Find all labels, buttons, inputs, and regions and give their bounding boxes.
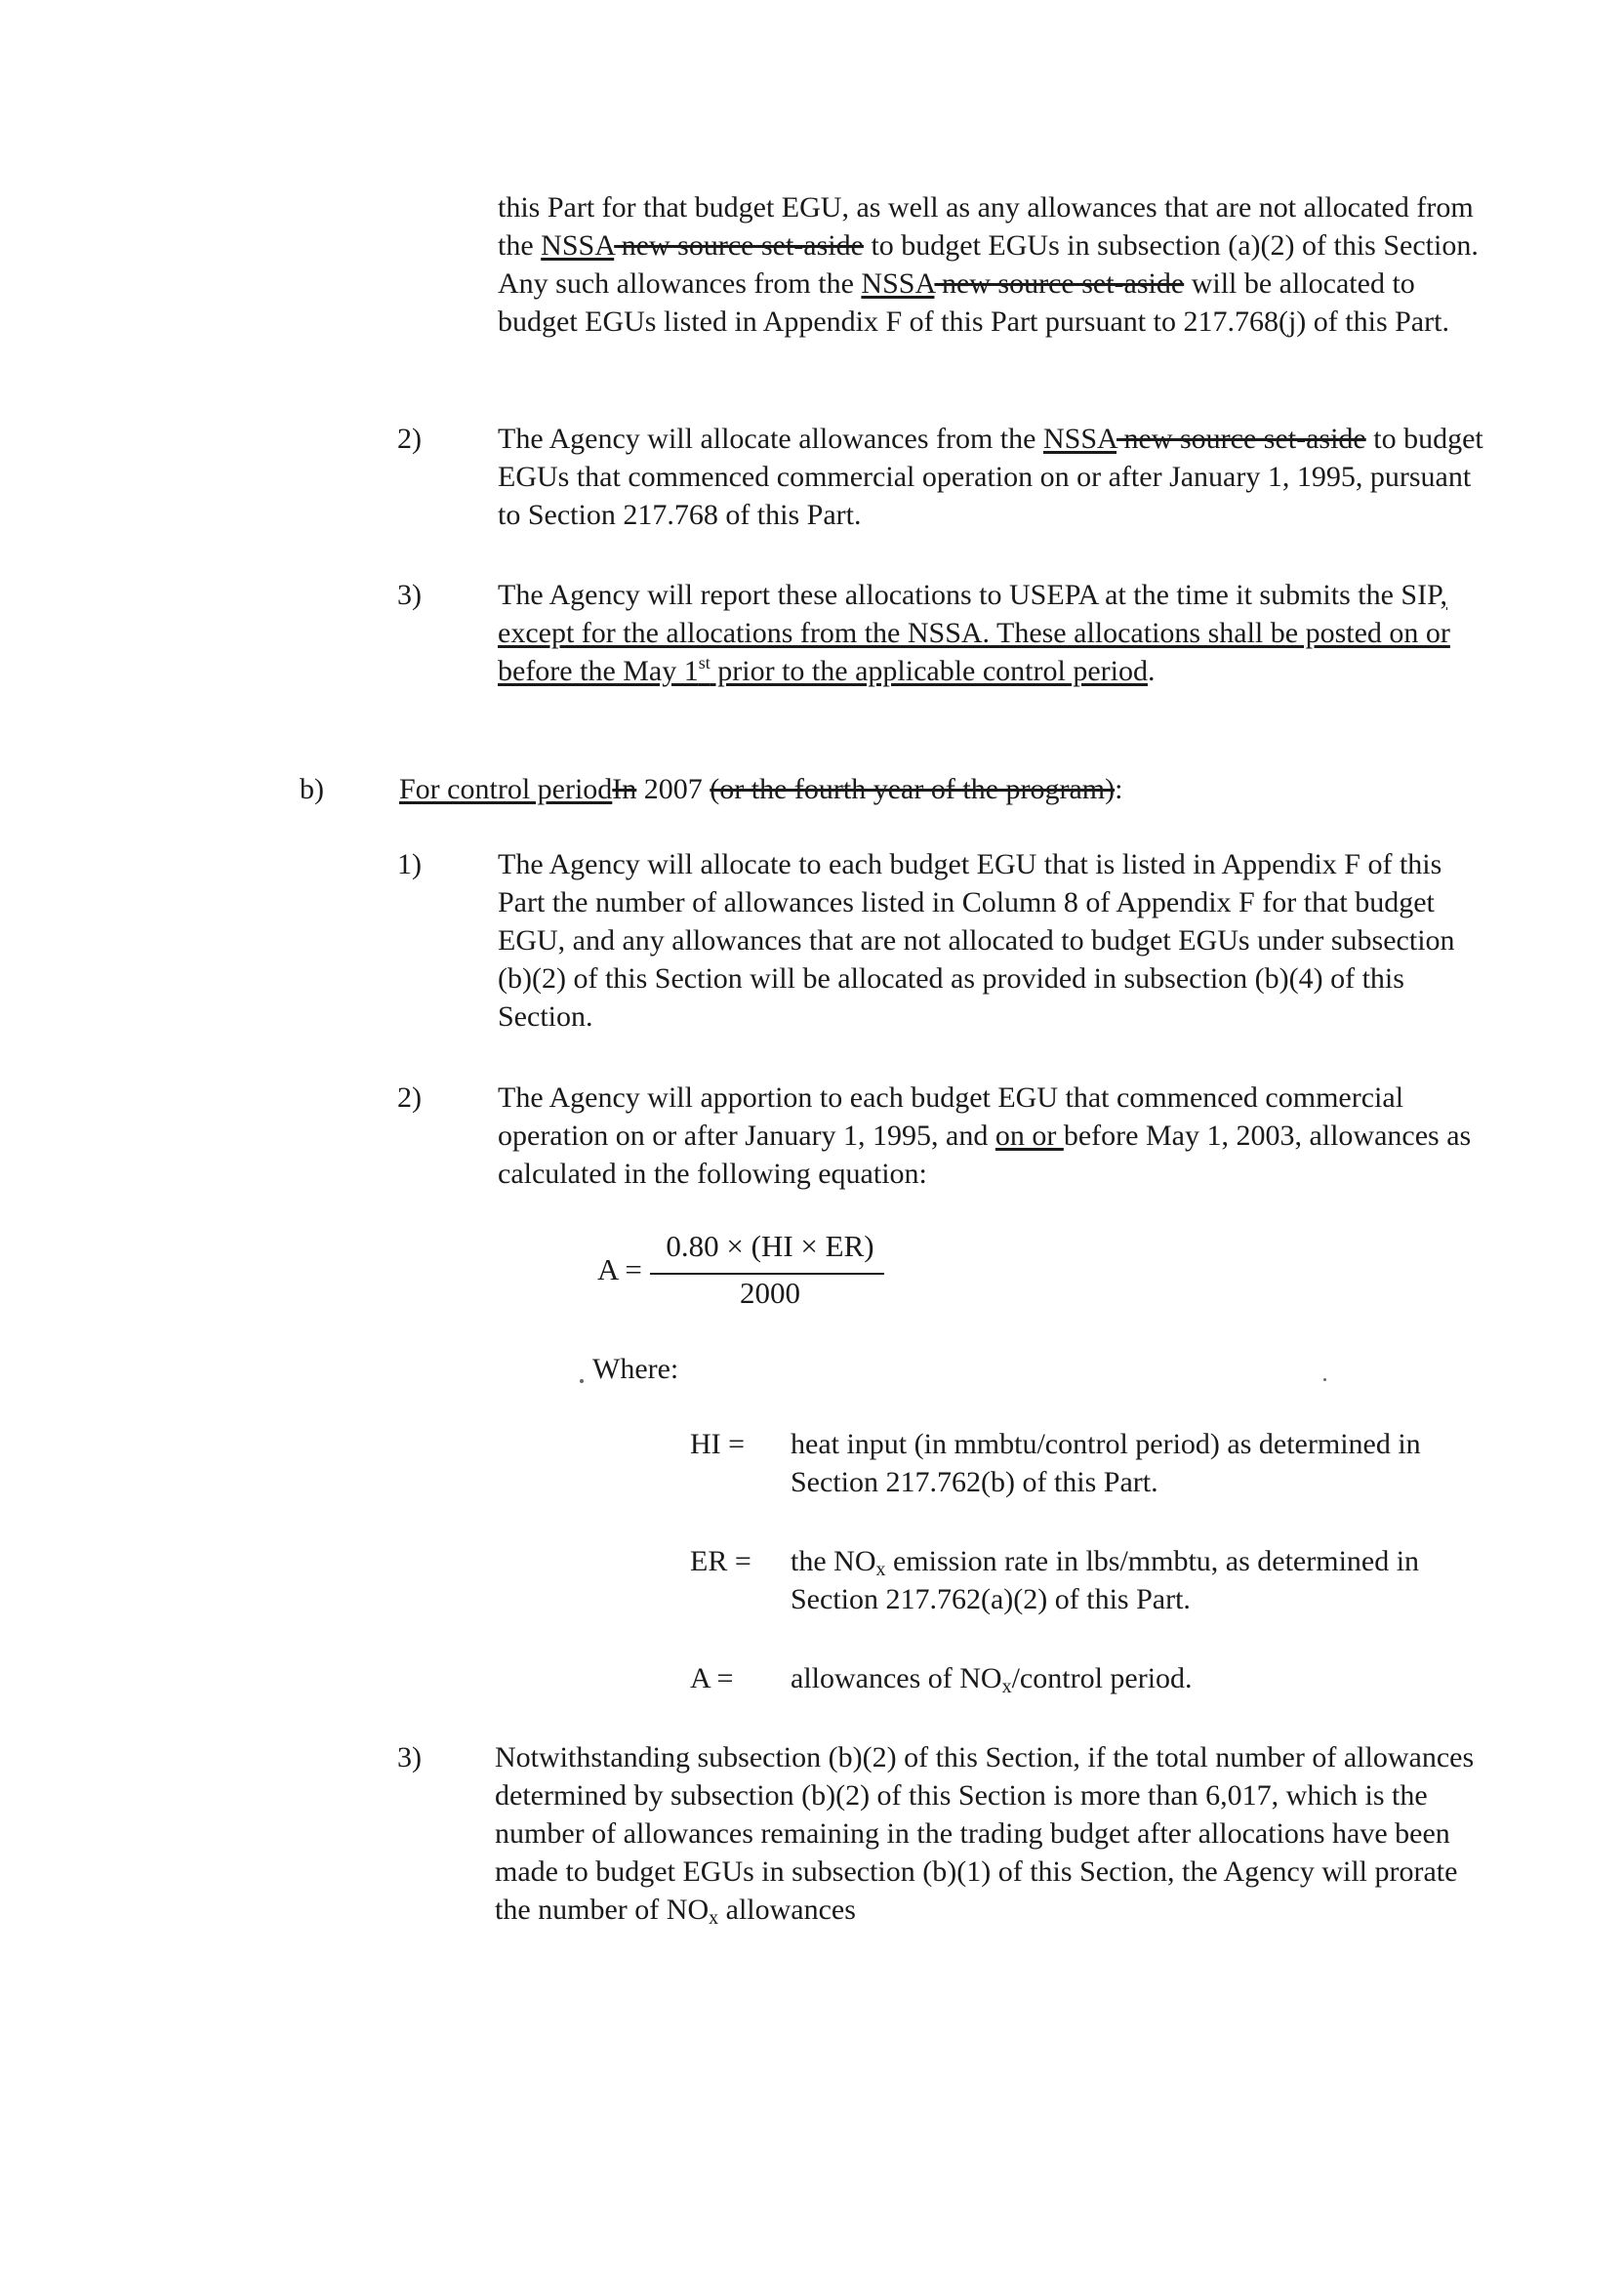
where-label: Where: xyxy=(592,1353,679,1385)
inserted-nssa: NSSA xyxy=(1042,423,1117,455)
definition-text-a: allowances of $NO_x$/control period. xyxy=(791,1662,1193,1697)
inserted-nssa: NSSA xyxy=(861,267,935,300)
item-label-a3: 3) xyxy=(397,579,422,611)
definition-term-a: A = xyxy=(690,1662,734,1694)
scan-speck xyxy=(580,1379,584,1383)
item-label-b3: 3) xyxy=(397,1741,422,1773)
inserted-for-control-period: For control period xyxy=(399,773,613,805)
equation-lhs: A = xyxy=(597,1252,642,1286)
scan-speck xyxy=(1323,1378,1326,1381)
deleted-new-source-set-aside: new source set-aside xyxy=(614,229,864,262)
equation-denominator: 2000 xyxy=(740,1276,800,1310)
item-label-b1: 1) xyxy=(397,848,422,880)
deleted-fourth-year: (or the fourth year of the program) xyxy=(710,773,1116,805)
inserted-nssa: NSSA xyxy=(541,229,615,262)
item-label-a2: 2) xyxy=(397,423,422,455)
paragraph-b3: Notwithstanding subsection (b)(2) of this Section, if the total number of allowances determined by subsection (b)(2) of this Section is more than 6,017, which is the number of allowances remaining in the trading budget after allocations have been made to budget EGUs in subsection (b)(1) of this Section, the Agency will prorate the number of $NO_x$ allowances xyxy=(495,1741,1475,1929)
inserted-nssa-exception: , except for the allocations from the NSSA. These allocations shall be posted on or before the May 1st prior to the applicable control period xyxy=(498,579,1450,687)
inserted-on-or: on or xyxy=(995,1120,1064,1152)
item-label-b2: 2) xyxy=(397,1081,422,1114)
paragraph-b1: The Agency will allocate to each budget EGU that is listed in Appendix F of this Part the number of allowances listed in Column 8 of Appendix F for that budget EGU, and any allowances that are not allocated to budget EGUs under subsection (b)(2) of this Section will be allocated as provided in subsection (b)(4) of this Section. xyxy=(498,848,1455,1033)
paragraph-a1-continuation: this Part for that budget EGU, as well as any allowances that are not allocated from the NSSA new source set-aside to budget EGUs in subsection (a)(2) of this Section. Any such allowances from the NSSA new source set-aside will be allocated to budget EGUs listed in Appendix F of this Part pursuant to 217.768(j) of this Part. xyxy=(498,191,1479,338)
deleted-new-source-set-aside: new source set-aside xyxy=(934,267,1185,300)
equation-numerator: 0.80 × (HI × ER) xyxy=(666,1229,874,1263)
definition-text-er: the $NO_x$ emission rate in lbs/mmbtu, as determined in Section 217.762(a)(2) of this Part. xyxy=(791,1545,1420,1615)
definition-text-hi: heat input (in mmbtu/control period) as determined in Section 217.762(b) of this Part. xyxy=(791,1428,1421,1498)
paragraph-b2: The Agency will apportion to each budget EGU that commenced commercial operation on or after January 1, 1995, and on or before May 1, 2003, allowances as calculated in the following equation: xyxy=(498,1081,1472,1190)
definition-term-hi: HI = xyxy=(690,1428,746,1460)
paragraph-a3: The Agency will report these allocations to USEPA at the time it submits the SIP, except for the allocations from the NSSA. These allocations shall be posted on or before the May 1st prior to the applicable control period. xyxy=(498,579,1450,687)
paragraph-b-heading: For control periodIn 2007 (or the fourth year of the program): xyxy=(399,773,1123,805)
definition-term-er: ER = xyxy=(690,1545,751,1577)
paragraph-a2: The Agency will allocate allowances from the NSSA new source set-aside to budget EGUs that commenced commercial operation on or after January 1, 1995, pursuant to Section 217.768 of this Part. xyxy=(498,423,1483,531)
item-label-b: b) xyxy=(300,773,324,805)
deleted-new-source-set-aside: new source set-aside xyxy=(1116,423,1366,455)
deleted-in: In xyxy=(612,773,637,805)
